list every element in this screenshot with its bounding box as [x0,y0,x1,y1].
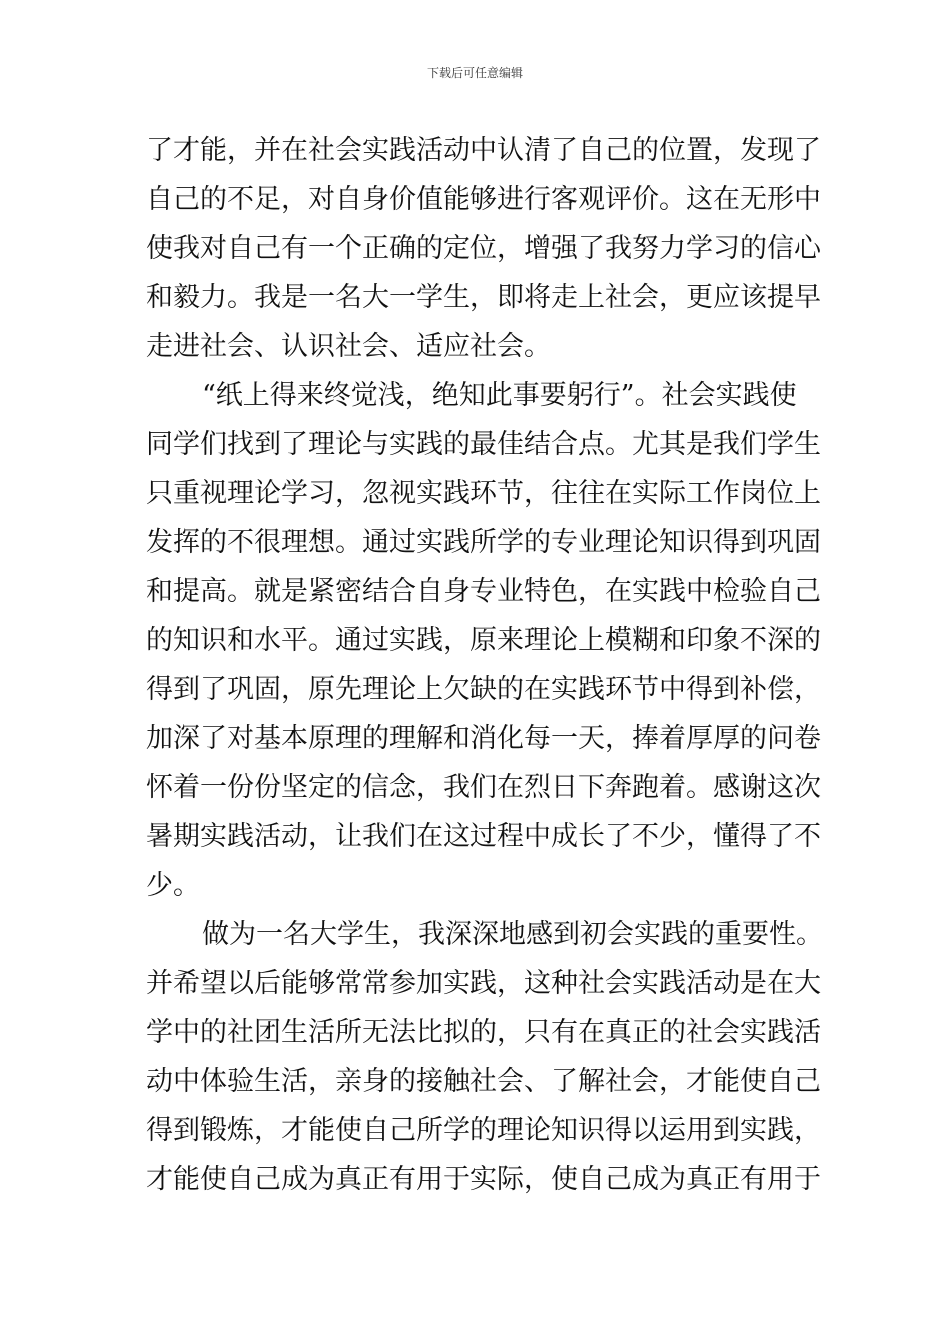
text-line: 得到了巩固，原先理论上欠缺的在实践环节中得到补偿， [146,674,821,705]
page-header: 下载后可任意编辑 [426,66,523,80]
document-body [146,126,823,1204]
text-line: 了才能，并在社会实践活动中认清了自己的位置，发现了 [146,135,821,166]
text-line: 加深了对基本原理的理解和消化每一天，捧着厚厚的问卷 [146,723,821,754]
text-line: 动中体验生活，亲身的接触社会、了解社会，才能使自己 [146,1066,821,1097]
text-line: 并希望以后能够常常参加实践，这种社会实践活动是在大 [146,968,821,999]
paragraph-start-line: “纸上得来终觉浅，绝知此事要躬行”。社会实践使 [202,380,797,411]
text-line: 得到锻炼，才能使自己所学的理论知识得以运用到实践， [146,1115,821,1146]
text-line: 自己的不足，对自身价值能够进行客观评价。这在无形中 [146,184,821,215]
text-line: 和毅力。我是一名大一学生，即将走上社会，更应该提早 [146,282,821,313]
text-line: 学中的社团生活所无法比拟的，只有在真正的社会实践活 [146,1017,821,1048]
text-line: 才能使自己成为真正有用于实际，使自己成为真正有用于 [146,1164,821,1195]
paragraph-start-line: 做为一名大学生，我深深地感到初会实践的重要性。 [202,919,823,950]
text-line: 只重视理论学习，忽视实践环节，往往在实际工作岗位上 [146,478,821,509]
text-line: 的知识和水平。通过实践，原来理论上模糊和印象不深的 [146,625,821,656]
text-line: 走进社会、认识社会、适应社会。 [146,331,551,362]
text-line: 少。 [146,870,200,901]
text-line: 暑期实践活动，让我们在这过程中成长了不少，懂得了不 [146,821,821,852]
text-line: 发挥的不很理想。通过实践所学的专业理论知识得到巩固 [146,527,821,558]
text-line: 同学们找到了理论与实践的最佳结合点。尤其是我们学生 [146,429,821,460]
text-line: 和提高。就是紧密结合自身专业特色，在实践中检验自己 [146,576,821,607]
text-line: 怀着一份份坚定的信念，我们在烈日下奔跑着。感谢这次 [146,772,821,803]
text-line: 使我对自己有一个正确的定位，增强了我努力学习的信心 [146,233,821,264]
